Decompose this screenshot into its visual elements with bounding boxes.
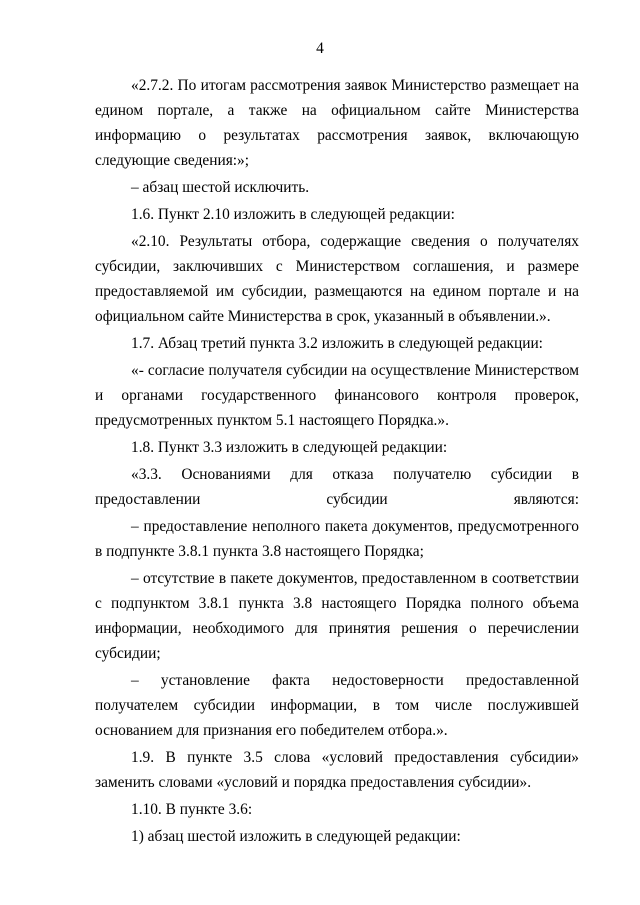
paragraph-1-10: 1.10. В пункте 3.6: (131, 801, 253, 818)
paragraph-incomplete-package: – предоставление неполного пакета документов, предусмотренного в подпункте 3.8.1 пункта 3.8 настоящего Порядка; (95, 518, 579, 560)
page-number: 4 (316, 40, 324, 57)
paragraph-1-8: 1.8. Пункт 3.3 изложить в следующей редакции: (131, 439, 448, 456)
paragraph-2-7-2: «2.7.2. По итогам рассмотрения заявок Министерство размещает на едином портале, а также на официальном сайте Министерства информацию о результатах рассмотрения заявок, включающую следующие сведения:»; (95, 77, 579, 169)
paragraph-false-information: – установление факта недостоверности предоставленной получателем субсидии информации, в том числе послужившей основанием для признания его победителем отбора.». (95, 672, 579, 739)
paragraph-sixth-edit: 1) абзац шестой изложить в следующей редакции: (131, 828, 461, 845)
document-body (95, 73, 579, 849)
paragraph-1-7: 1.7. Абзац третий пункта 3.2 изложить в следующей редакции: (131, 335, 543, 352)
paragraph-delete-sixth: – абзац шестой исключить. (131, 179, 310, 196)
paragraph-missing-information: – отсутствие в пакете документов, предоставленном в соответствии с подпунктом 3.8.1 пункта 3.8 настоящего Порядка полного объема информации, необходимого для принятия решения о перечислении субсидии; (95, 570, 579, 662)
paragraph-consent: «- согласие получателя субсидии на осуществление Министерством и органами государственного финансового контроля проверок, предусмотренных пунктом 5.1 настоящего Порядка.». (95, 362, 579, 429)
paragraph-2-10: «2.10. Результаты отбора, содержащие сведения о получателях субсидии, заключивших с Министерством соглашения, и размере предоставляемой им субсидии, размещаются на едином портале и на официальном сайте Министерства в срок, указанный в объявлении.». (95, 233, 579, 325)
paragraph-3-3: «3.3. Основаниями для отказа получателю субсидии в предоставлении субсидии являются: (95, 466, 579, 508)
paragraph-1-9: 1.9. В пункте 3.5 слова «условий предоставления субсидии» заменить словами «условий и порядка предоставления субсидии». (95, 749, 579, 791)
paragraph-1-6: 1.6. Пункт 2.10 изложить в следующей редакции: (131, 206, 455, 223)
